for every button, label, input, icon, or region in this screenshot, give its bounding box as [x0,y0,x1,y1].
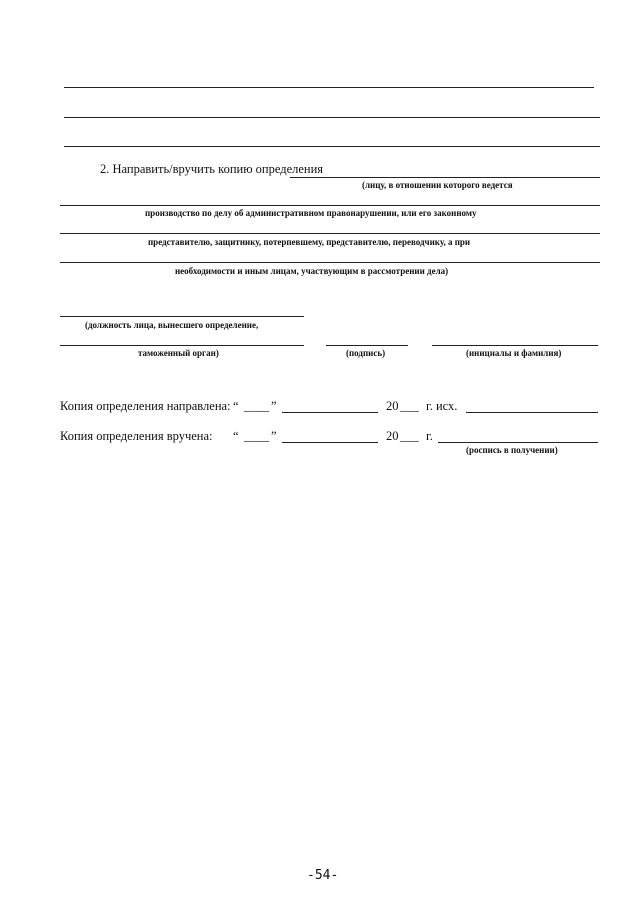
blank-line-2 [64,117,600,118]
copy-handed-open-quote: “ [233,429,239,443]
copy-sent-close-quote: ” [271,399,277,413]
signature-line[interactable] [326,345,408,346]
receipt-signature-line[interactable] [438,442,598,443]
receipt-caption: (роспись в получении) [466,445,558,455]
item2-line-4[interactable] [60,262,600,263]
item2-caption-2: производство по делу об административном правонарушении, или его законному [145,208,477,218]
copy-sent-month-line[interactable] [282,412,378,413]
item2-caption-4: необходимости и иным лицам, участвующим в рассмотрении дела) [175,266,449,276]
copy-handed-year-prefix: 20 [386,429,399,443]
copy-sent-suffix: г. исх. [426,399,458,413]
copy-sent-day-blank[interactable]: ____ [244,399,269,413]
copy-handed-suffix: г. [426,429,433,443]
copy-sent-outgoing-number-line[interactable] [466,412,598,413]
copy-sent-label: Копия определения направлена: [60,399,231,413]
item2-label: 2. Направить/вручить копию определения [100,162,324,176]
position-caption-1: (должность лица, вынесшего определение, [85,320,259,330]
blank-line-1 [64,87,594,88]
copy-handed-day-blank[interactable]: ____ [244,429,269,443]
copy-sent-year-prefix: 20 [386,399,399,413]
copy-handed-close-quote: ” [271,429,277,443]
position-caption-2: таможенный орган) [138,348,219,358]
item2-caption-3: представителю, защитнику, потерпевшему, представителю, переводчику, а при [148,237,471,247]
blank-line-3 [64,146,600,147]
copy-sent-year-blank[interactable]: ___ [400,399,419,413]
copy-handed-label: Копия определения вручена: [60,429,213,443]
item2-recipient-line[interactable] [290,177,600,178]
item2-caption-1: (лицу, в отношении которого ведется [362,180,513,190]
name-caption: (инициалы и фамилия) [466,348,562,358]
item2-line-2[interactable] [60,205,600,206]
item2-line-3[interactable] [60,233,600,234]
position-line-2[interactable] [60,345,304,346]
name-line[interactable] [432,345,598,346]
signature-caption: (подпись) [346,348,386,358]
copy-sent-open-quote: “ [233,399,239,413]
position-line-1[interactable] [60,316,304,317]
copy-handed-year-blank[interactable]: ___ [400,429,419,443]
copy-handed-month-line[interactable] [282,442,378,443]
page-number: -54- [307,868,339,883]
